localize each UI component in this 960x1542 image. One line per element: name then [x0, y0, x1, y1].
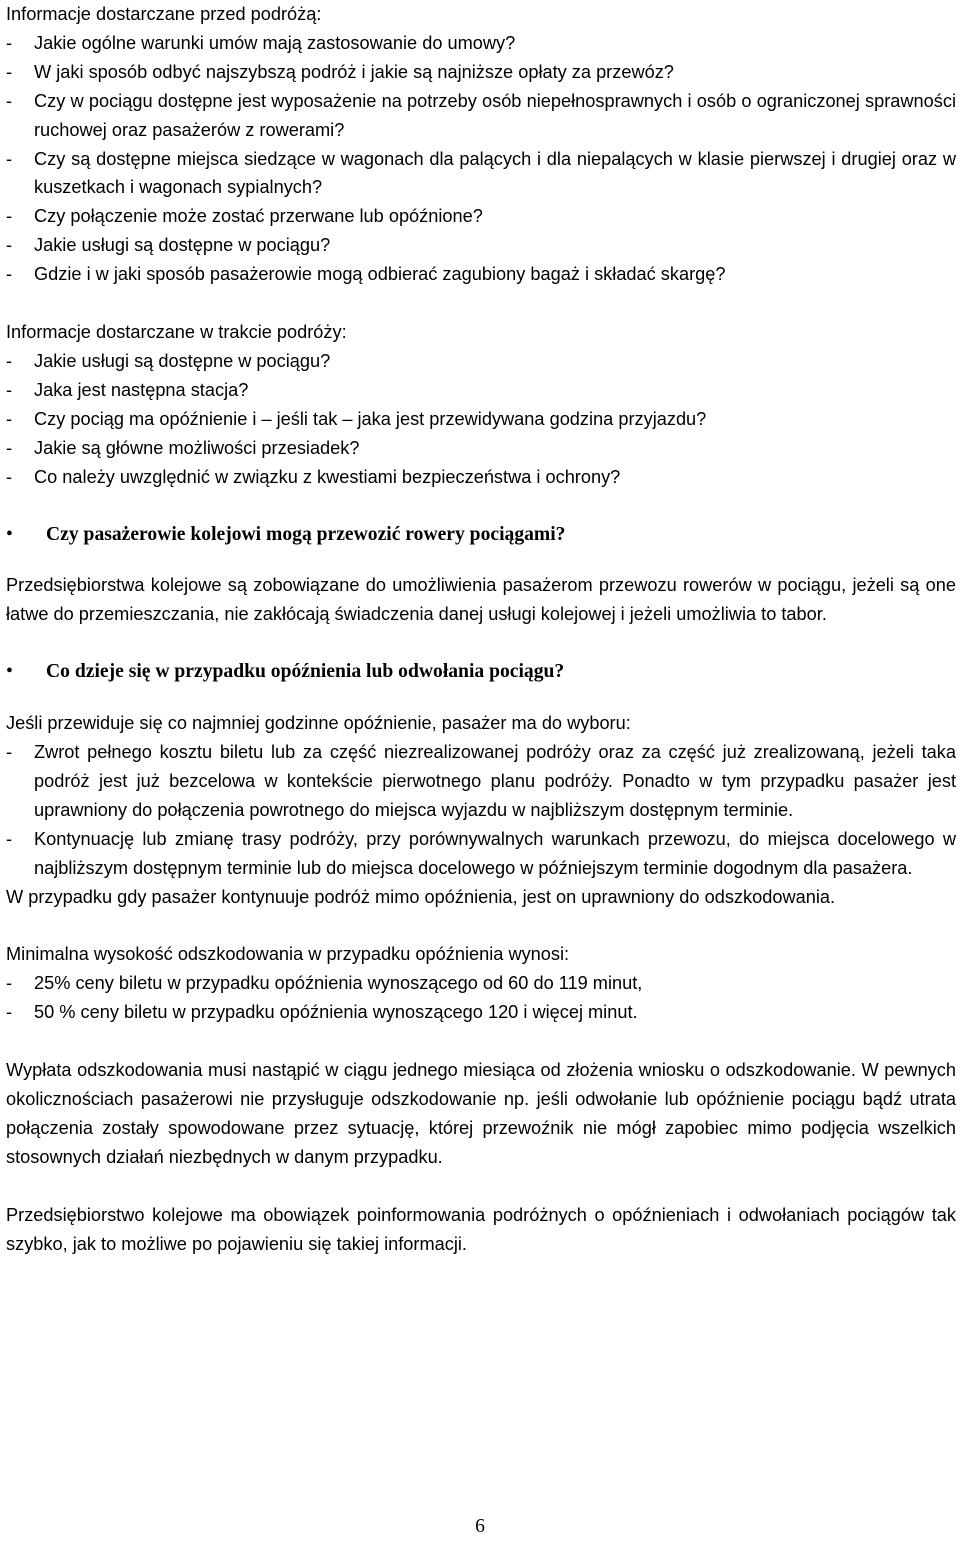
list-item: - Jakie ogólne warunki umów mają zastosowanie do umowy?	[6, 32, 516, 53]
list-item: - Jakie są główne możliwości przesiadek?	[6, 437, 360, 458]
section-heading-before-travel: Informacje dostarczane przed podróżą:	[6, 4, 322, 24]
list-item: - Co należy uwzględnić w związku z kwestiami bezpieczeństwa i ochrony?	[6, 466, 621, 487]
list-item: - W jaki sposób odbyć najszybszą podróż i jakie są najniższe opłaty za przewóz?	[6, 61, 674, 82]
list-item: - Zwrot pełnego kosztu biletu lub za część niezrealizowanej podróży oraz za część już zrealizowaną, jeżeli taka podróż jest już bezcelowa w kontekście pierwotnego planu podróży. Ponadto w tym przypadku pasażer jest uprawniony do połączenia powrotnego do miejsca wyjazdu w najbliższym dostępnym terminie.	[6, 742, 956, 820]
question-heading-delay: • Co dzieje się w przypadku opóźnienia lub odwołania pociągu?	[6, 658, 956, 687]
section-heading-during-travel: Informacje dostarczane w trakcie podróży:	[6, 322, 347, 343]
list-item: - Kontynuację lub zmianę trasy podróży, przy porównywalnych warunkach przewozu, do miejsca docelowego w najbliższym dostępnym terminie lub do miejsca docelowego w późniejszym terminie dogodnym dla pasażera.	[6, 828, 956, 878]
list-item: - 25% ceny biletu w przypadku opóźnienia wynoszącego od 60 do 119 minut,	[6, 973, 643, 994]
bullet-icon: •	[6, 661, 13, 683]
paragraph-min-compensation: Minimalna wysokość odszkodowania w przypadku opóźnienia wynosi:	[6, 944, 570, 965]
list-item: - 50 % ceny biletu w przypadku opóźnienia wynoszącego 120 i więcej minut.	[6, 1002, 638, 1023]
list-item: - Czy połączenie może zostać przerwane lub opóźnione?	[6, 206, 483, 227]
page-number: 6	[475, 1516, 485, 1537]
list-item: - Jaka jest następna stacja?	[6, 379, 249, 400]
paragraph-payment: Wypłata odszkodowania musi nastąpić w ciągu jednego miesiąca od złożenia wniosku o odszkodowanie. W pewnych okolicznościach pasażerowi nie przysługuje odszkodowanie np. jeśli odwołanie lub opóźnienie pociągu bądź utrata połączenia zostały spowodowane przez sytuację, której przewoźnik nie mógł zapobiec mimo podjęcia wszelkich stosownych działań niezbędnych w danym przypadku.	[6, 1060, 956, 1167]
list-item: - Czy pociąg ma opóźnienie i – jeśli tak – jaka jest przewidywana godzina przyjazdu?	[6, 408, 707, 429]
list-item: - Jakie usługi są dostępne w pociągu?	[6, 350, 331, 371]
list-item: - Gdzie i w jaki sposób pasażerowie mogą odbierać zagubiony bagaż i składać skargę?	[6, 264, 726, 285]
paragraph-bicycles: Przedsiębiorstwa kolejowe są zobowiązane do umożliwienia pasażerom przewozu rowerów w pociągu, jeżeli są one łatwe do przemieszczania, nie zakłócają świadczenia danej usługi kolejowej i jeżeli umożliwia to tabor.	[6, 575, 956, 625]
page-content	[6, 0, 956, 1259]
list-item: - Czy w pociągu dostępne jest wyposażenie na potrzeby osób niepełnosprawnych i osób o ograniczonej sprawności ruchowej oraz pasażerów z rowerami?	[6, 90, 956, 140]
paragraph-delay-intro: Jeśli przewiduje się co najmniej godzinne opóźnienie, pasażer ma do wyboru:	[6, 713, 631, 734]
list-item: - Czy są dostępne miejsca siedzące w wagonach dla palących i dla niepalących w klasie pierwszej i drugiej oraz w kuszetkach i wagonach sypialnych?	[6, 148, 956, 198]
paragraph-continue: W przypadku gdy pasażer kontynuuje podróż mimo opóźnienia, jest on uprawniony do odszkodowania.	[6, 886, 836, 907]
bullet-icon: •	[6, 523, 13, 545]
list-item: - Jakie usługi są dostępne w pociągu?	[6, 235, 331, 256]
question-heading-bicycles: • Czy pasażerowie kolejowi mogą przewozić rowery pociągami?	[6, 521, 956, 550]
paragraph-inform: Przedsiębiorstwo kolejowe ma obowiązek poinformowania podróżnych o opóźnieniach i odwołaniach pociągów tak szybko, jak to możliwe po pojawieniu się takiej informacji.	[6, 1204, 956, 1254]
